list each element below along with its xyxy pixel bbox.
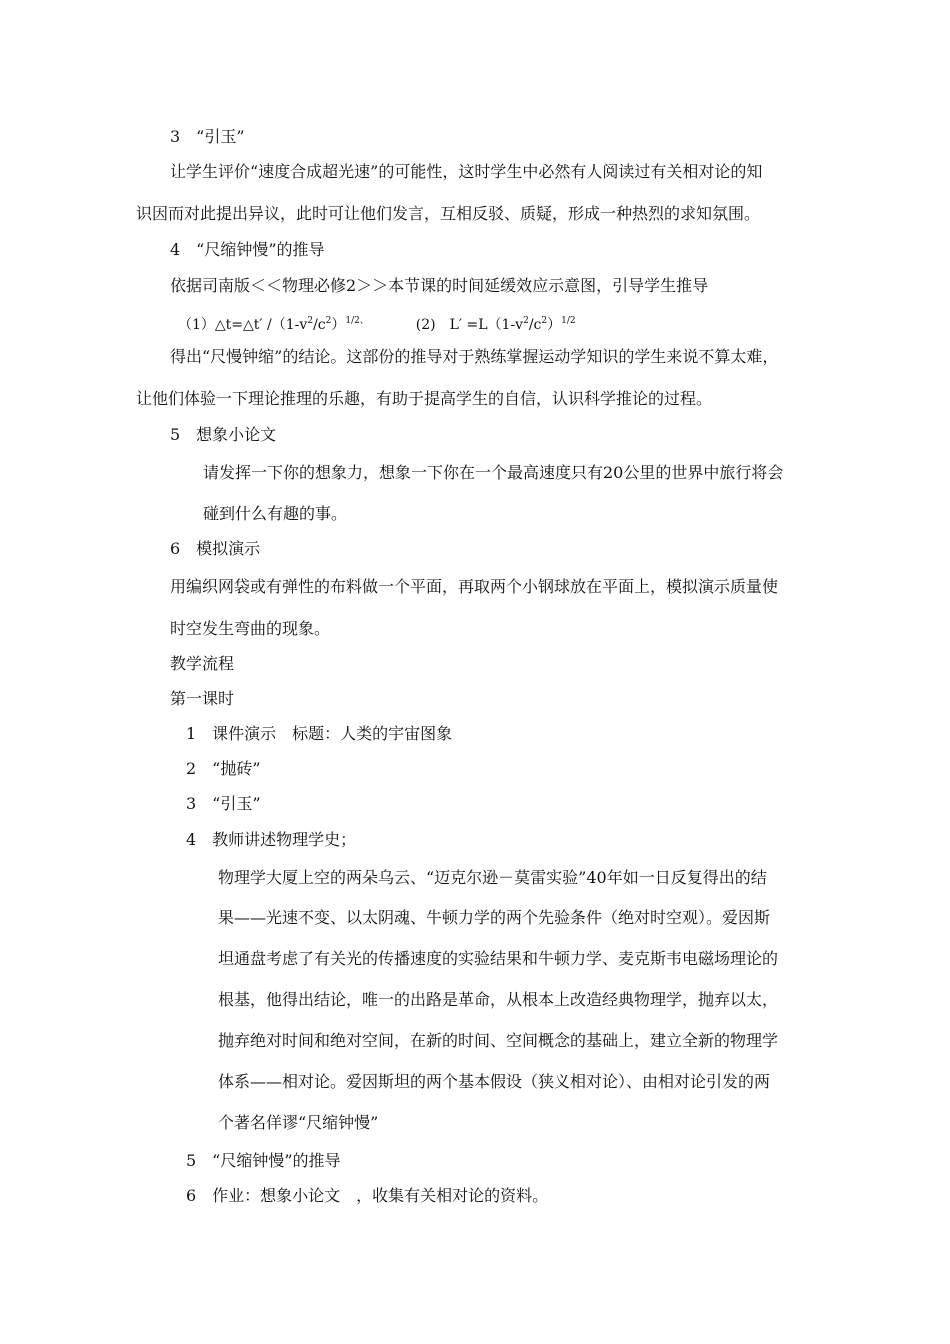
text-line: 4 “尺缩钟慢”的推导 bbox=[170, 240, 325, 259]
text-line: 3 “引玉” bbox=[186, 794, 261, 813]
text-line: 物理学大厦上空的两朵乌云、“迈克尔逊－莫雷实验”40年如一日反复得出的结 bbox=[218, 868, 767, 887]
text-line: 请发挥一下你的想象力，想象一下你在一个最高速度只有20公里的世界中旅行将会 bbox=[203, 463, 784, 482]
text-line: 坦通盘考虑了有关光的传播速度的实验结果和牛顿力学、麦克斯韦电磁场理论的 bbox=[218, 949, 779, 968]
text-line: 6 模拟演示 bbox=[170, 539, 261, 558]
text-line: 碰到什么有趣的事。 bbox=[203, 504, 348, 523]
text-line: 3 “引玉” bbox=[170, 127, 245, 146]
text-line: 5 想象小论文 bbox=[170, 425, 277, 444]
text-line: 1 课件演示 标题：人类的宇宙图象 bbox=[186, 724, 453, 743]
text-line: 个著名佯谬“尺缩钟慢” bbox=[218, 1113, 379, 1132]
text-line: 得出“尺慢钟缩”的结论。这部份的推导对于熟练掌握运动学知识的学生来说不算太难， bbox=[170, 347, 779, 366]
text-line: 依据司南版＜＜物理必修2＞＞本节课的时间延缓效应示意图，引导学生推导 bbox=[170, 276, 709, 295]
formula-line bbox=[178, 310, 576, 336]
text-line: 2 “抛砖” bbox=[186, 759, 261, 778]
text-line: 时空发生弯曲的现象。 bbox=[170, 619, 331, 638]
text-line: 4 教师讲述物理学史； bbox=[186, 830, 357, 849]
text-line: 让学生评价“速度合成超光速”的可能性，这时学生中必然有人阅读过有关相对论的知 bbox=[170, 162, 763, 181]
text-line: 根基，他得出结论，唯一的出路是革命，从根本上改造经典物理学，抛弃以太， bbox=[218, 990, 779, 1009]
text-line: 用编织网袋或有弹性的布料做一个平面，再取两个小钢球放在平面上，模拟演示质量使 bbox=[170, 577, 779, 596]
text-line: 教学流程 bbox=[170, 654, 235, 673]
formula-2: (2) $L' =L(1-v^2/c^2)^{1/2}$ bbox=[415, 316, 576, 333]
text-line: 抛弃绝对时间和绝对空间，在新的时间、空间概念的基础上，建立全新的物理学 bbox=[218, 1031, 779, 1050]
text-line: 体系——相对论。爱因斯坦的两个基本假设（狭义相对论）、由相对论引发的两 bbox=[218, 1072, 771, 1091]
text-line: 果——光速不变、以太阴魂、牛顿力学的两个先验条件（绝对时空观）。爱因斯 bbox=[218, 908, 771, 927]
text-line: 第一课时 bbox=[170, 689, 235, 708]
text-line: 5 “尺缩钟慢”的推导 bbox=[186, 1151, 341, 1170]
text-line: 6 作业：想象小论文 ，收集有关相对论的资料。 bbox=[186, 1186, 549, 1205]
text-line: 让他们体验一下理论推理的乐趣，有助于提高学生的自信，认识科学推论的过程。 bbox=[136, 389, 713, 408]
text-line: 识因而对此提出异议，此时可让他们发言，互相反驳、质疑，形成一种热烈的求知氛围。 bbox=[136, 204, 761, 223]
formula-1: （1）△t=△t′ $/(1-v^2/c^2)^{1/2、}$ bbox=[178, 316, 369, 333]
